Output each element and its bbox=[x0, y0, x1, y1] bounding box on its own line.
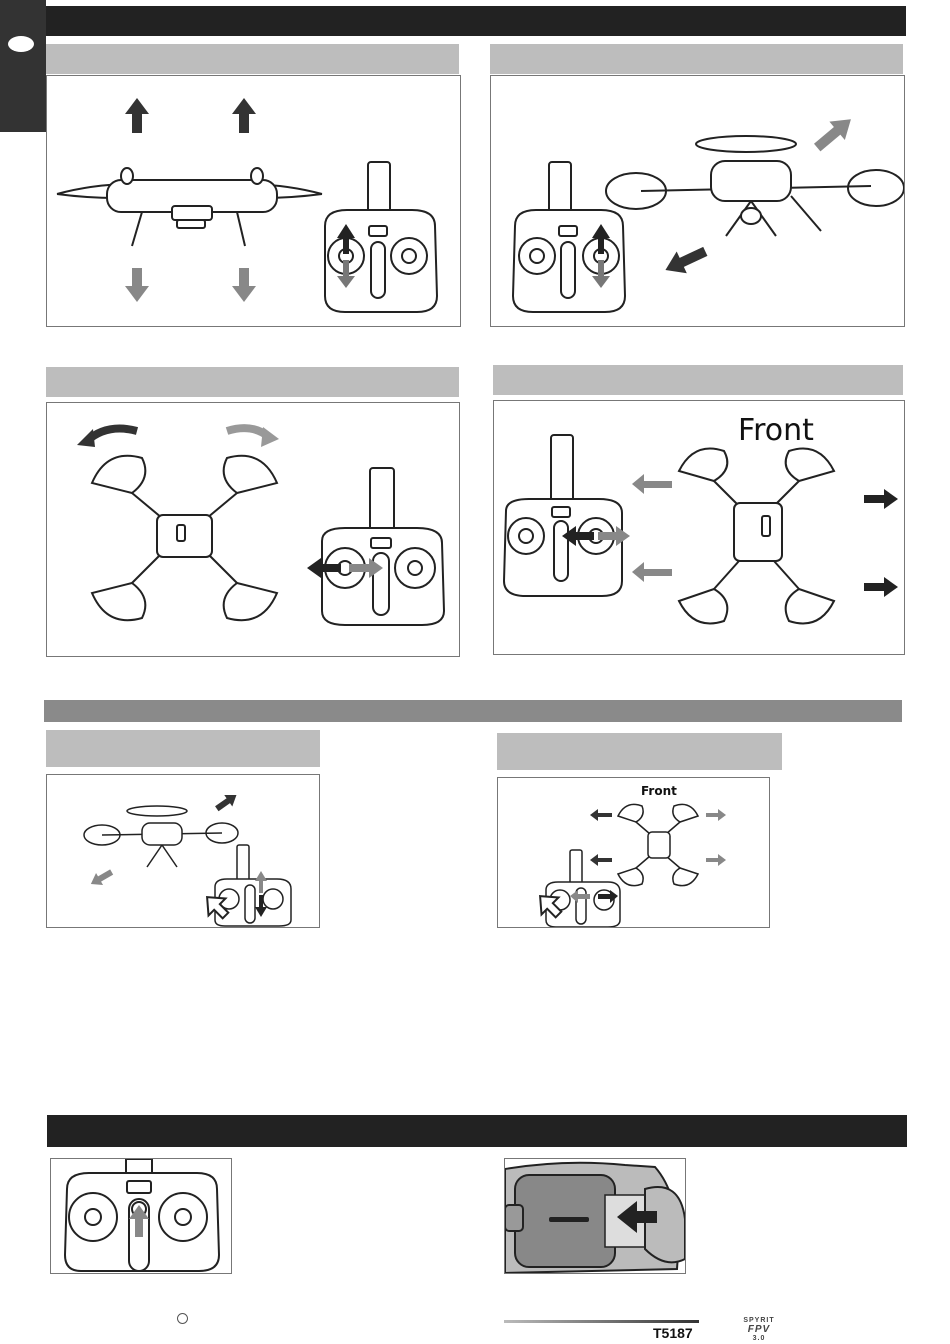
panel-yaw bbox=[46, 402, 460, 657]
right-arrow-icon bbox=[864, 577, 898, 597]
up-arrow-icon bbox=[125, 98, 149, 133]
bottom-header-bar bbox=[47, 1115, 907, 1147]
panel-battery bbox=[504, 1158, 686, 1274]
diagonal-arrow-icon bbox=[87, 866, 115, 890]
side-tab-dot bbox=[8, 36, 34, 52]
diagonal-arrow-icon bbox=[660, 241, 710, 281]
panel-small-pitch bbox=[46, 774, 320, 928]
top-header-bar bbox=[46, 6, 906, 36]
down-arrow-icon bbox=[125, 268, 149, 302]
front-label-small: Front bbox=[641, 784, 677, 798]
subheader-yaw bbox=[46, 367, 459, 397]
drone-side-view bbox=[57, 168, 322, 246]
drone-tilted bbox=[606, 136, 904, 236]
brand-logo bbox=[737, 1316, 781, 1343]
panel-controller-front bbox=[50, 1158, 232, 1274]
model-number: T5187 bbox=[653, 1325, 693, 1341]
controller-yaw bbox=[322, 468, 444, 625]
up-arrow-icon bbox=[232, 98, 256, 133]
side-tab bbox=[0, 0, 46, 132]
left-arrow-icon bbox=[632, 562, 672, 582]
controller-roll bbox=[504, 435, 622, 596]
curved-arrow-icon bbox=[87, 429, 137, 441]
panel-pitch bbox=[490, 75, 905, 327]
logo-line3: 3.0 bbox=[752, 1335, 766, 1342]
drone-top-view bbox=[618, 804, 698, 885]
footer-line bbox=[504, 1320, 699, 1323]
panel-throttle bbox=[46, 75, 461, 327]
logo-line2: FPV bbox=[747, 1324, 771, 1335]
subheader-pitch bbox=[490, 44, 903, 74]
section-bar bbox=[44, 700, 902, 722]
diagonal-arrow-icon bbox=[809, 110, 858, 157]
left-arrow-icon bbox=[590, 809, 612, 821]
right-arrow-icon bbox=[706, 854, 726, 866]
subheader-mode-b bbox=[497, 733, 782, 770]
right-arrow-icon bbox=[864, 489, 898, 509]
panel-small-roll bbox=[497, 777, 770, 928]
page-circle-icon bbox=[177, 1313, 188, 1324]
panel-roll bbox=[493, 400, 905, 655]
drone-top-view bbox=[92, 456, 277, 620]
down-arrow-icon bbox=[232, 268, 256, 302]
drone-top-view bbox=[679, 449, 834, 624]
drone-tilted bbox=[84, 806, 238, 867]
subheader-mode-a bbox=[46, 730, 320, 767]
subheader-throttle bbox=[46, 44, 459, 74]
diagonal-arrow-icon bbox=[213, 789, 241, 814]
subheader-roll bbox=[493, 365, 903, 395]
left-arrow-icon bbox=[632, 474, 672, 494]
right-arrow-icon bbox=[706, 809, 726, 821]
logo-line1: SPYRIT bbox=[743, 1317, 775, 1324]
front-label: Front bbox=[738, 413, 814, 448]
left-arrow-icon bbox=[590, 854, 612, 866]
